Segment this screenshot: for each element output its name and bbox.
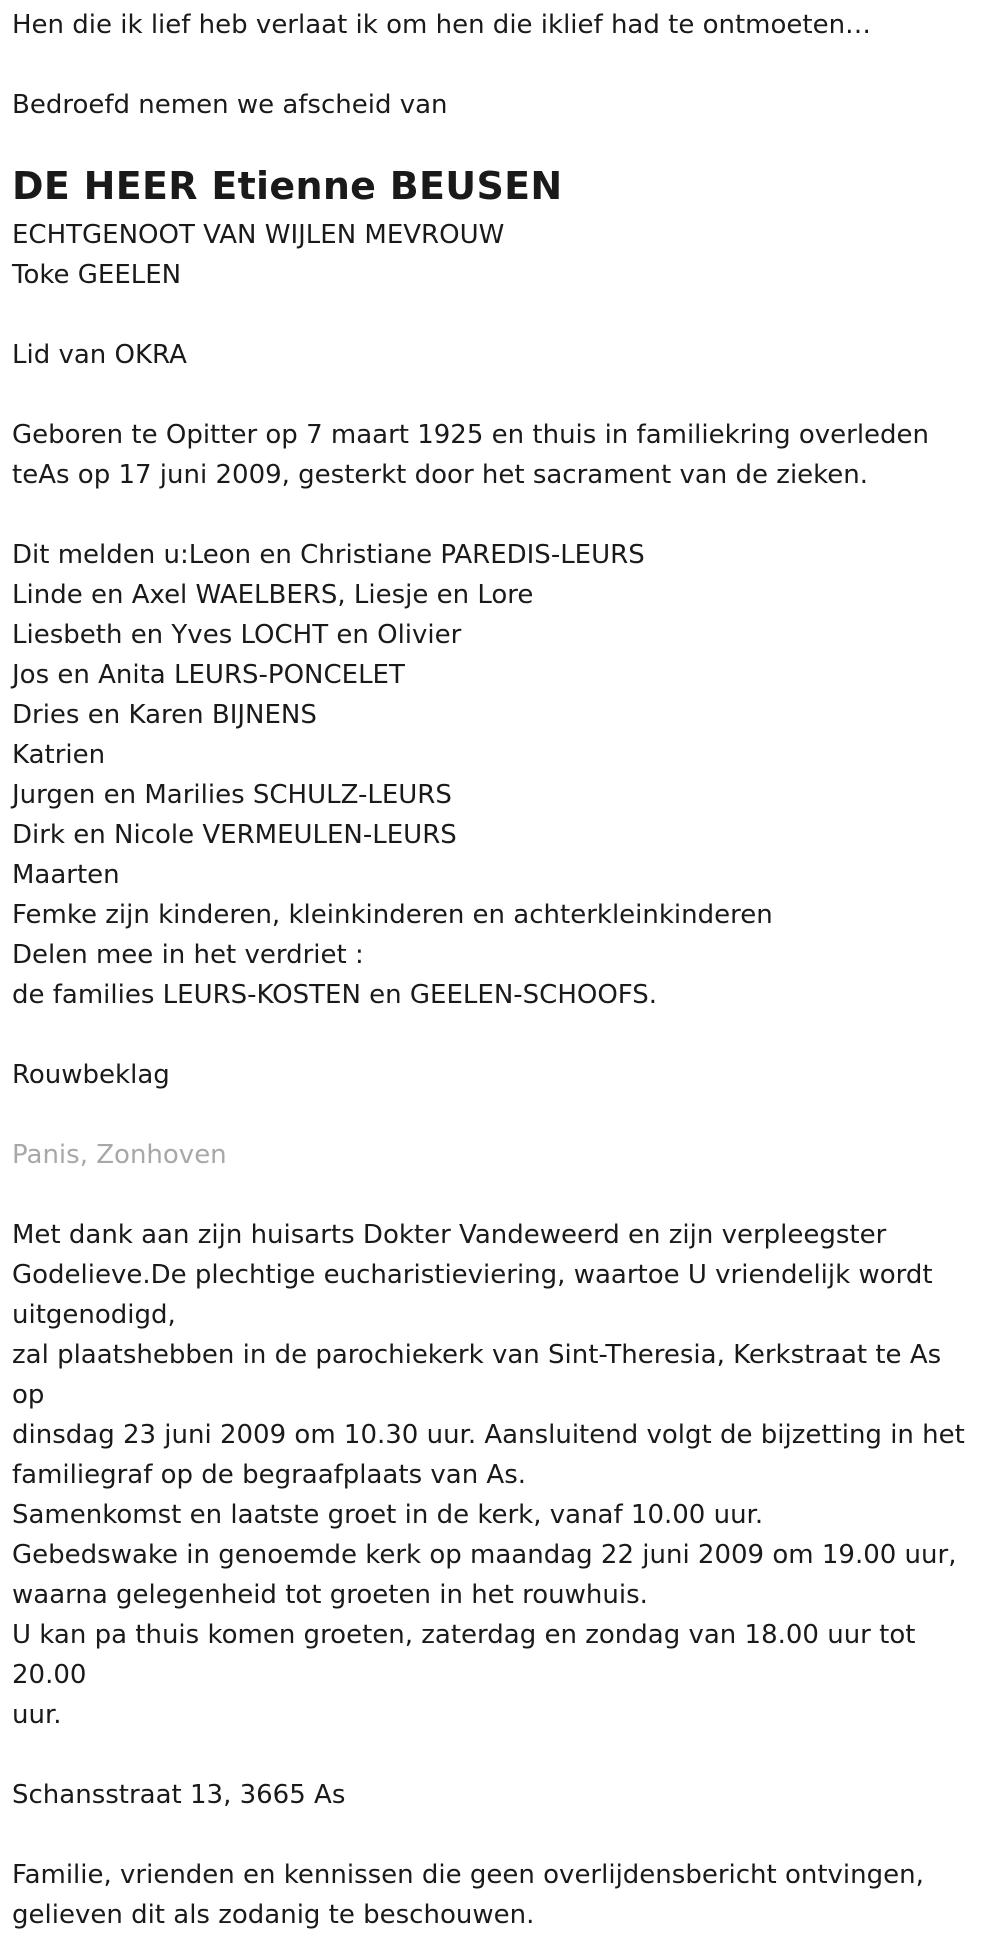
family-line: Liesbeth en Yves LOCHT en Olivier (12, 620, 462, 650)
family-line: Femke zijn kinderen, kleinkinderen en achterkleinkinderen (12, 900, 773, 930)
ceremony-line: uitgenodigd, (12, 1300, 176, 1330)
intro-text: Bedroefd nemen we afscheid van (12, 90, 448, 120)
ceremony-line: zal plaatshebben in de parochiekerk van Sint-Theresia, Kerkstraat te As (12, 1340, 942, 1370)
ceremony-line: op (12, 1380, 45, 1410)
birth-death-line: teAs op 17 juni 2009, gesterkt door het sacrament van de zieken. (12, 460, 869, 490)
ceremony-line: Godelieve.De plechtige eucharistieviering, waartoe U vriendelijk wordt (12, 1260, 933, 1290)
family-line: Delen mee in het verdriet : (12, 940, 364, 970)
birth-death-line: Geboren te Opitter op 7 maart 1925 en thuis in familiekring overleden (12, 420, 930, 450)
closing-line: Familie, vrienden en kennissen die geen overlijdensbericht ontvingen, (12, 1860, 924, 1890)
membership-text: Lid van OKRA (12, 340, 187, 370)
family-line: Jos en Anita LEURS-PONCELET (12, 660, 405, 690)
mourning-address: Schansstraat 13, 3665 As (12, 1780, 346, 1810)
ceremony-line: Met dank aan zijn huisarts Dokter Vandeweerd en zijn verpleegster (12, 1220, 887, 1250)
ceremony-line: dinsdag 23 juni 2009 om 10.30 uur. Aansluitend volgt de bijzetting in het (12, 1420, 965, 1450)
family-line: Katrien (12, 740, 106, 770)
opening-quote: Hen die ik lief heb verlaat ik om hen die iklief had te ontmoeten… (12, 10, 872, 40)
family-line: Dirk en Nicole VERMEULEN-LEURS (12, 820, 457, 850)
spouse-line-2: Toke GEELEN (12, 260, 182, 290)
family-line: Dit melden u:Leon en Christiane PAREDIS-LEURS (12, 540, 645, 570)
ceremony-line: U kan pa thuis komen groeten, zaterdag en zondag van 18.00 uur tot (12, 1620, 916, 1650)
deceased-name: DE HEER Etienne BEUSEN (12, 164, 563, 208)
funeral-home: Panis, Zonhoven (12, 1140, 227, 1170)
ceremony-line: Samenkomst en laatste groet in de kerk, vanaf 10.00 uur. (12, 1500, 764, 1530)
family-line: Linde en Axel WAELBERS, Liesje en Lore (12, 580, 534, 610)
spouse-line-1: ECHTGENOOT VAN WIJLEN MEVROUW (12, 220, 505, 250)
ceremony-line: waarna gelegenheid tot groeten in het rouwhuis. (12, 1580, 648, 1610)
ceremony-line: familiegraf op de begraafplaats van As. (12, 1460, 527, 1490)
family-line: Maarten (12, 860, 120, 890)
family-line: de families LEURS-KOSTEN en GEELEN-SCHOOFS. (12, 980, 658, 1010)
family-line: Jurgen en Marilies SCHULZ-LEURS (12, 780, 452, 810)
condolence-label: Rouwbeklag (12, 1060, 170, 1090)
ceremony-line: 20.00 (12, 1660, 87, 1690)
family-line: Dries en Karen BIJNENS (12, 700, 317, 730)
closing-line: gelieven dit als zodanig te beschouwen. (12, 1900, 535, 1930)
ceremony-line: Gebedswake in genoemde kerk op maandag 22 juni 2009 om 19.00 uur, (12, 1540, 957, 1570)
ceremony-line: uur. (12, 1700, 62, 1730)
